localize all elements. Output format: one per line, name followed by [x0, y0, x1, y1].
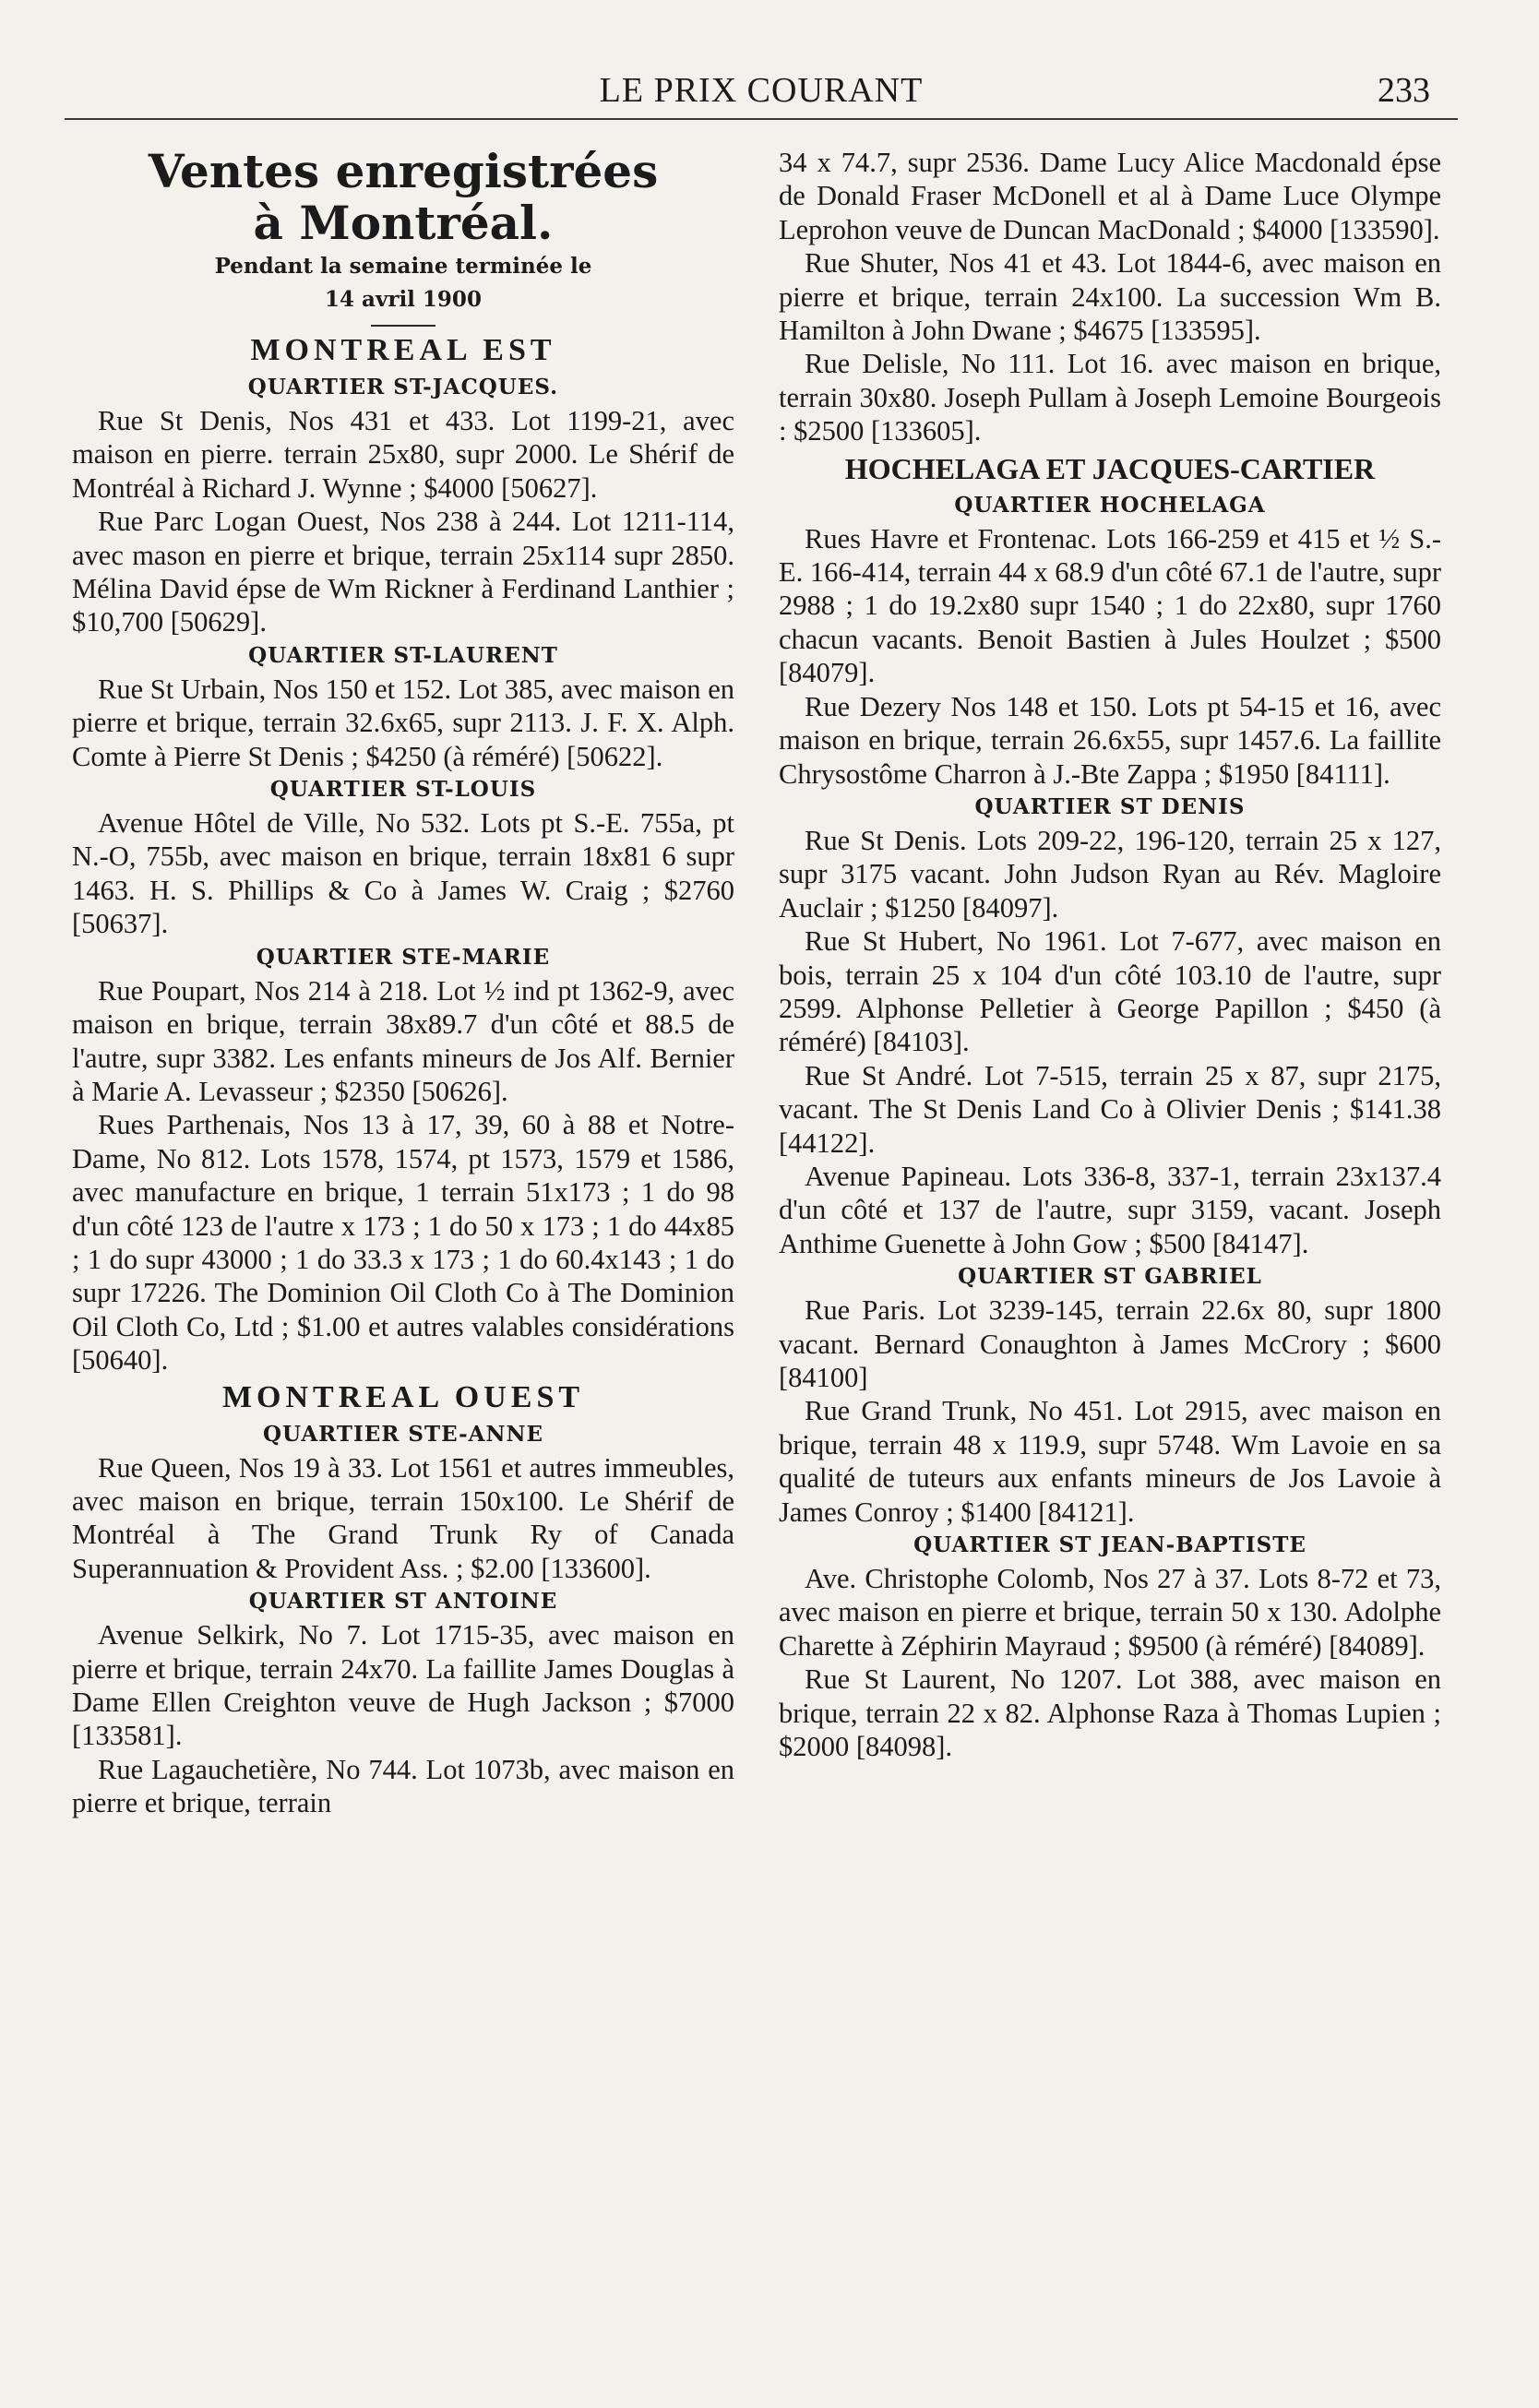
- quarter-heading: QUARTIER ST-JACQUES.: [247, 375, 559, 399]
- quarter-heading: QUARTIER STE-MARIE: [256, 944, 551, 970]
- sale-entry: Rue Lagauchetière, No 744. Lot 1073b, avec maison en pierre et brique, terrain: [72, 1753, 734, 1819]
- right-column: [779, 146, 1441, 2360]
- sale-entry: Rue Paris. Lot 3239-145, terrain 22.6x 80, supr 1800 vacant. Bernard Conaughton à James McCrory ; $600 [84100]: [779, 1294, 1441, 1393]
- running-head: [65, 63, 1458, 120]
- page-number: 233: [1378, 71, 1430, 110]
- sale-entry: Rues Parthenais, Nos 13 à 17, 39, 60 à 88 et Notre-Dame, No 812. Lots 1578, 1574, pt 1573, 1579 et 1586, avec manufacture en brique, 1 terrain 51x173 ; 1 do 98 d'un côté 123 de l'autre x 173 ; 1 do 50 x 173 ; 1 do 44x85 ; 1 do supr 43000 ; 1 do 33.3 x 173 ; 1 do 60.4x143 ; 1 do supr 17226. The Dominion Oil Cloth Co à The Dominion Oil Cloth Co, Ltd ; $1.00 et autres valables considérations [50640].: [72, 1109, 734, 1377]
- sale-entry: Rue St Denis. Lots 209-22, 196-120, terrain 25 x 127, supr 3175 vacant. John Judson Ryan au Rév. Magloire Auclair ; $1250 [84097].: [779, 824, 1441, 924]
- quarter-heading: QUARTIER ST ANTOINE: [248, 1589, 558, 1615]
- quarter-heading: QUARTIER ST JEAN-BAPTISTE: [913, 1532, 1306, 1558]
- quarter-heading: QUARTIER HOCHELAGA: [954, 492, 1266, 518]
- sale-entry: Avenue Selkirk, No 7. Lot 1715-35, avec maison en pierre et brique, terrain 24x70. La faillite James Douglas à Dame Ellen Creighton veuve de Hugh Jackson ; $7000 [133581].: [72, 1619, 734, 1752]
- sale-entry: Rue Shuter, Nos 41 et 43. Lot 1844-6, avec maison en pierre et brique, terrain 24x100. La succession Wm B. Hamilton à John Dwane ; $4675 [133595].: [779, 247, 1441, 347]
- quarter-heading: QUARTIER ST-LAURENT: [248, 642, 558, 668]
- journal-title: LE PRIX COURANT: [599, 71, 924, 110]
- sale-entry: Rue Parc Logan Ouest, Nos 238 à 244. Lot 1211-114, avec mason en pierre et brique, terrain 25x114 supr 2850. Mélina David épse de Wm Rickner à Ferdinand Lanthier ; $10,700 [50629].: [72, 506, 734, 638]
- sale-entry: Rue Grand Trunk, No 451. Lot 2915, avec maison en brique, terrain 48 x 119.9, supr 5748. Wm Lavoie en sa qualité de tuteurs aux enfants mineurs de Jos Lavoie à James Conroy ; $1400 [84121].: [779, 1395, 1441, 1528]
- sale-entry: Rue Poupart, Nos 214 à 218. Lot ½ ind pt 1362-9, avec maison en brique, terrain 38x89.7 d'un côté et 88.5 de l'autre, supr 3382. Les enfants mineurs de Jos Alf. Bernier à Marie A. Levasseur ; $2350 [50626].: [72, 974, 734, 1107]
- section-title-line2: à Montréal.: [253, 196, 554, 250]
- district-heading: MONTREAL EST: [250, 333, 556, 367]
- district-heading: HOCHELAGA ET JACQUES-CARTIER: [844, 451, 1376, 485]
- section-subtitle-line2: 14 avril 1900: [325, 287, 482, 312]
- section-subtitle-line1: Pendant la semaine terminée le: [214, 254, 592, 279]
- quarter-heading: QUARTIER STE-ANNE: [262, 1421, 544, 1447]
- quarter-heading: QUARTIER ST GABRIEL: [958, 1264, 1262, 1290]
- district-heading: MONTREAL OUEST: [221, 1379, 585, 1414]
- quarter-heading: QUARTIER ST-LOUIS: [269, 777, 537, 803]
- sale-entry: Avenue Papineau. Lots 336-8, 337-1, terrain 23x137.4 d'un côté et 137 de l'autre, supr 3159, vacant. Joseph Anthime Guenette à John Gow ; $500 [84147].: [779, 1160, 1441, 1259]
- sale-entry: Rue St Denis, Nos 431 et 433. Lot 1199-21, avec maison en pierre. terrain 25x80, supr 2000. Le Shérif de Montréal à Richard J. Wynne ; $4000 [50627].: [72, 405, 734, 504]
- sale-entry: Rues Havre et Frontenac. Lots 166-259 et 415 et ½ S.-E. 166-414, terrain 44 x 68.9 d'un côté 67.1 de l'autre, supr 2988 ; 1 do 19.2x80 supr 1540 ; 1 do 22x80, supr 1760 chacun vacants. Benoit Bastien à Jules Houlzet ; $500 [84079].: [779, 522, 1441, 689]
- divider-rule: [371, 325, 435, 327]
- sale-entry: Rue Queen, Nos 19 à 33. Lot 1561 et autres immeubles, avec maison en brique, terrain 150x100. Le Shérif de Montréal à The Grand Trunk Ry of Canada Superannuation & Provident Ass. ; $2.00 [133600].: [72, 1451, 734, 1584]
- sale-entry: Rue St Laurent, No 1207. Lot 388, avec maison en brique, terrain 22 x 82. Alphonse Raza à Thomas Lupien ; $2000 [84098].: [779, 1663, 1441, 1763]
- quarter-heading: QUARTIER ST DENIS: [974, 793, 1246, 819]
- sale-entry: Avenue Hôtel de Ville, No 532. Lots pt S.-E. 755a, pt N.-O, 755b, avec maison en brique, terrain 18x81 6 supr 1463. H. S. Phillips & Co à James W. Craig ; $2760 [50637].: [72, 807, 734, 940]
- sale-entry: Rue St André. Lot 7-515, terrain 25 x 87, supr 2175, vacant. The St Denis Land Co à Olivier Denis ; $141.38 [44122].: [779, 1059, 1441, 1159]
- left-column: [72, 146, 734, 2360]
- newspaper-page: [65, 46, 1458, 2380]
- sale-entry: Rue Dezery Nos 148 et 150. Lots pt 54-15 et 16, avec maison en brique, terrain 26.6x55, supr 1457.6. La faillite Chrysostôme Charron à J.-Bte Zappa ; $1950 [84111].: [779, 690, 1441, 790]
- sale-entry: Rue St Urbain, Nos 150 et 152. Lot 385, avec maison en pierre et brique, terrain 32.6x65, supr 2113. J. F. X. Alph. Comte à Pierre St Denis ; $4250 (à réméré) [50622].: [72, 673, 734, 772]
- sale-entry: Ave. Christophe Colomb, Nos 27 à 37. Lots 8-72 et 73, avec maison en pierre et brique, terrain 50 x 130. Adolphe Charette à Zéphirin Mayraud ; $9500 (à réméré) [84089].: [779, 1563, 1441, 1662]
- sale-entry: Rue Delisle, No 111. Lot 16. avec maison en brique, terrain 30x80. Joseph Pullam à Joseph Lemoine Bourgeois : $2500 [133605].: [779, 348, 1441, 447]
- section-title-line1: Ventes enregistrées: [148, 146, 659, 198]
- sale-entry: Rue St Hubert, No 1961. Lot 7-677, avec maison en bois, terrain 25 x 104 d'un côté 103.10 de l'autre, supr 2599. Alphonse Pelletier à George Papillon ; $450 (à réméré) [84103].: [779, 925, 1441, 1058]
- sale-entry-continued: 34 x 74.7, supr 2536. Dame Lucy Alice Macdonald épse de Donald Fraser McDonell et al à Dame Luce Olympe Leprohon veuve de Duncan MacDonald ; $4000 [133590].: [779, 147, 1441, 245]
